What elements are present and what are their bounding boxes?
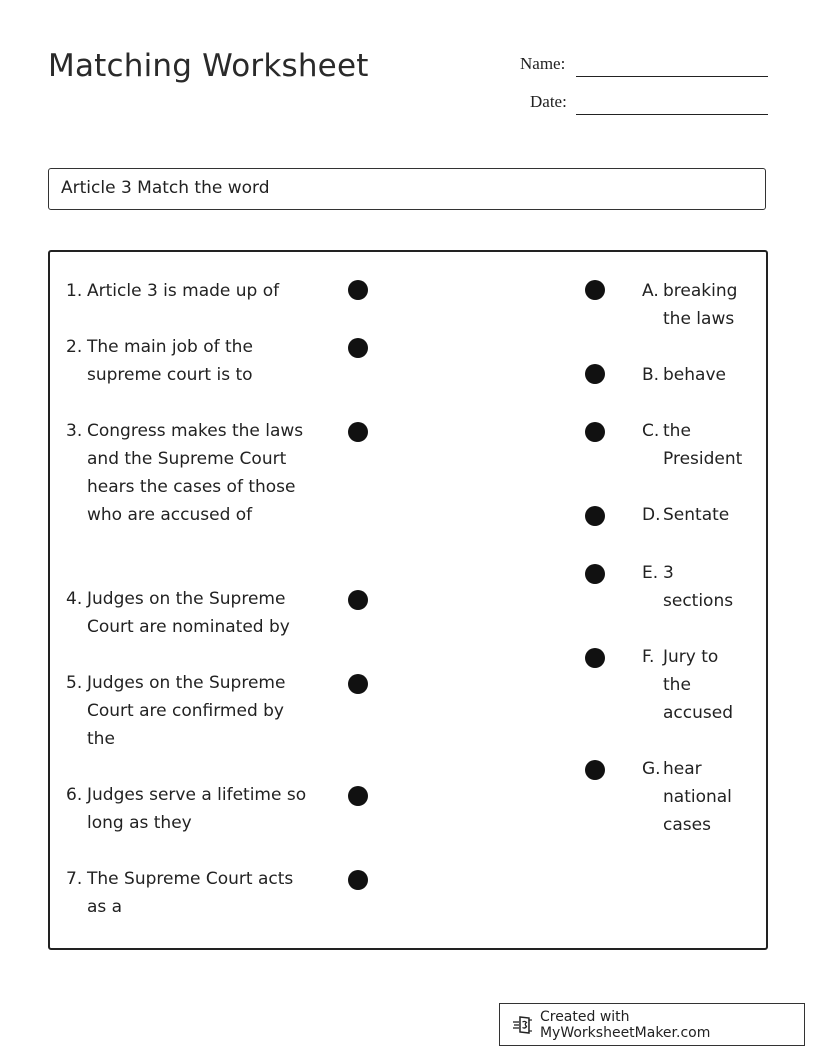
question-number: 2. [66,337,83,357]
question-dot[interactable] [348,280,368,300]
answer-text: Sentate [663,505,730,525]
answer-dot[interactable] [585,364,605,384]
answer-letter: F. [642,647,655,667]
question-text: Judges on the Supreme Court are nominated by [87,589,290,637]
question-text: Judges serve a lifetime so long as they [87,785,307,833]
question-text: The Supreme Court acts as a [87,869,294,917]
answer-letter: A. [642,281,659,301]
answer-letter: C. [642,421,660,441]
question-item [66,585,316,641]
question-text: Article 3 is made up of [87,281,280,301]
answer-text: hear national cases [663,759,732,835]
question-dot[interactable] [348,674,368,694]
instructions-text: Article 3 Match the word [61,178,270,198]
question-item [66,333,316,389]
answer-item [642,417,762,473]
answer-item [642,643,762,727]
credit-text: Created with MyWorksheetMaker.com [539,1008,711,1041]
question-item [66,865,316,921]
answer-dot[interactable] [585,648,605,668]
question-text: The main job of the supreme court is to [87,337,253,385]
answer-letter: E. [642,563,659,583]
credit-badge[interactable] [499,1003,805,1046]
answer-letter: B. [642,365,660,385]
answer-dot[interactable] [585,422,605,442]
question-item [66,277,316,305]
answer-text: 3 sections [663,563,734,611]
instructions-box [48,168,766,210]
answer-dot[interactable] [585,506,605,526]
answer-item [642,755,762,839]
answer-letter: D. [642,505,661,525]
answer-text: breaking the laws [663,281,738,329]
question-dot[interactable] [348,786,368,806]
answer-letter: G. [642,759,661,779]
question-number: 7. [66,869,83,889]
answer-text: Jury to the accused [663,647,733,723]
worksheet-title: Matching Worksheet [48,48,369,84]
answer-text: behave [663,365,726,385]
name-field-line[interactable] [576,76,768,77]
question-dot[interactable] [348,422,368,442]
question-dot[interactable] [348,870,368,890]
question-text: Congress makes the laws and the Supreme Court hears the cases of those who are accused of [87,421,304,525]
answer-item [642,361,762,389]
question-number: 1. [66,281,83,301]
question-item [66,669,316,753]
question-number: 4. [66,589,83,609]
answer-dot[interactable] [585,564,605,584]
question-number: 6. [66,785,83,805]
answer-item [642,501,762,529]
question-dot[interactable] [348,590,368,610]
question-dot[interactable] [348,338,368,358]
date-label: Date: [530,92,567,111]
answer-dot[interactable] [585,760,605,780]
answer-text: the President [663,421,743,469]
question-number: 5. [66,673,83,693]
question-item [66,417,316,529]
question-item [66,781,316,837]
worksheet-maker-logo-icon [512,1014,534,1036]
name-label: Name: [520,54,566,73]
question-number: 3. [66,421,83,441]
question-text: Judges on the Supreme Court are confirmed by the [87,673,286,749]
answer-item [642,559,762,615]
date-field-line[interactable] [576,114,768,115]
answer-item [642,277,762,333]
answer-dot[interactable] [585,280,605,300]
